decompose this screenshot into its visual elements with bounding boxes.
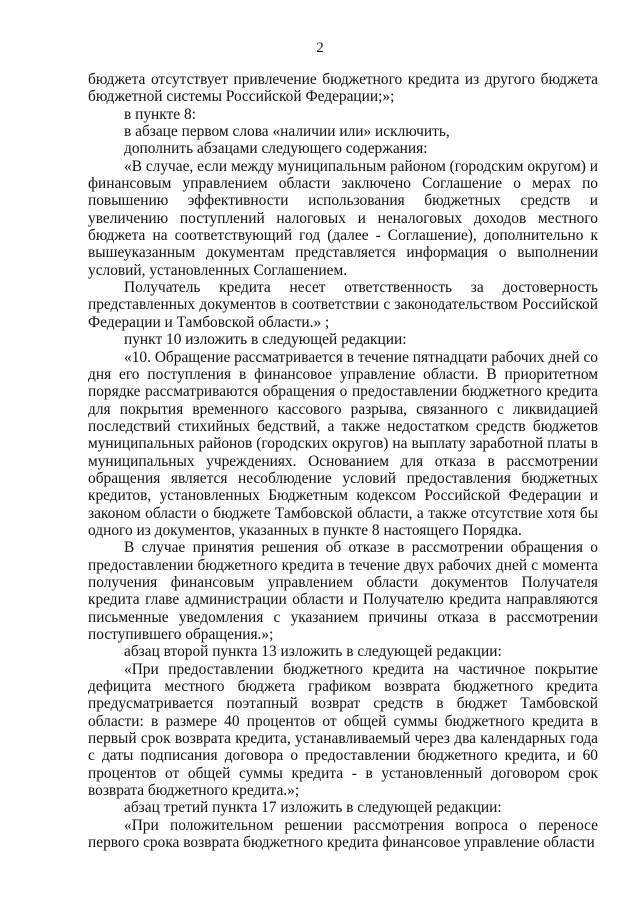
paragraph: абзац второй пункта 13 изложить в следующей редакции: [124,643,502,661]
paragraph: «При предоставлении бюджетного кредита на частичное покрытие дефицита местного бюджета графиком возврата бюджетного кредита предусматривается поэтапный возврат средств в бюджет Тамбовской области: в размере 40 процентов от общей суммы бюджетного кредита в первый срок возврата кредита, устанавливаемый через два календарных года с даты подписания договора о предоставлении бюджетного кредита, и 60 процентов от общей суммы кредита - в установленный договором срок возврата бюджетного кредита.»; [88,660,598,800]
paragraph: в абзаце первом слова «наличии или» исключить, [124,123,450,141]
page-number: 2 [316,40,324,56]
paragraph: Получатель кредита несет ответственность за достоверность представленных документов в соответствии с законодательством Российской Федерации и Тамбовской области.» ; [88,279,598,331]
paragraph: в пункте 8: [124,105,196,123]
document-body [88,71,598,851]
paragraph: пункт 10 изложить в следующей редакции: [124,331,407,349]
paragraph: бюджета отсутствует привлечение бюджетного кредита из другого бюджета бюджетной системы Российской Федерации;»; [88,71,598,106]
paragraph: В случае принятия решения об отказе в рассмотрении обращения о предоставлении бюджетного кредита в течение двух рабочих дней с момента получения финансовым управлением области документов Получателя кредита главе администрации области и Получателю кредита направляются письменные уведомления с указанием причины отказа в рассмотрении поступившего обращения.»; [88,539,598,643]
paragraph: дополнить абзацами следующего содержания: [124,140,428,158]
paragraph: «10. Обращение рассматривается в течение пятнадцати рабочих дней со дня его поступления в финансовое управление области. В приоритетном порядке рассматриваются обращения о предоставлении бюджетного кредита для покрытия временного кассового разрыва, связанного с ликвидацией последствий стихийных бедствий, а также недостатком средств бюджетов муниципальных районов (городских округов) на выплату заработной платы в муниципальных учреждениях. Основанием для отказа в рассмотрении обращения является несоблюдение условий предоставления бюджетных кредитов, установленных Бюджетным кодексом Российской Федерации и законом области о бюджете Тамбовской области, а также отсутствие хотя бы одного из документов, указанных в пункте 8 настоящего Порядка. [88,348,598,539]
paragraph: «При положительном решении рассмотрения вопроса о переносе первого срока возврата бюджетного кредита финансовое управление области [88,816,598,852]
paragraph: «В случае, если между муниципальным районом (городским округом) и финансовым управлением области заключено Соглашение о мерах по повышению эффективности использования бюджетных средств и увеличению поступлений налоговых и неналоговых доходов местного бюджета на соответствующий год (далее - Соглашение), дополнительно к вышеуказанным документам представляется информация о выполнении условий, установленных Соглашением. [88,157,598,279]
paragraph: абзац третий пункта 17 изложить в следующей редакции: [124,799,502,817]
